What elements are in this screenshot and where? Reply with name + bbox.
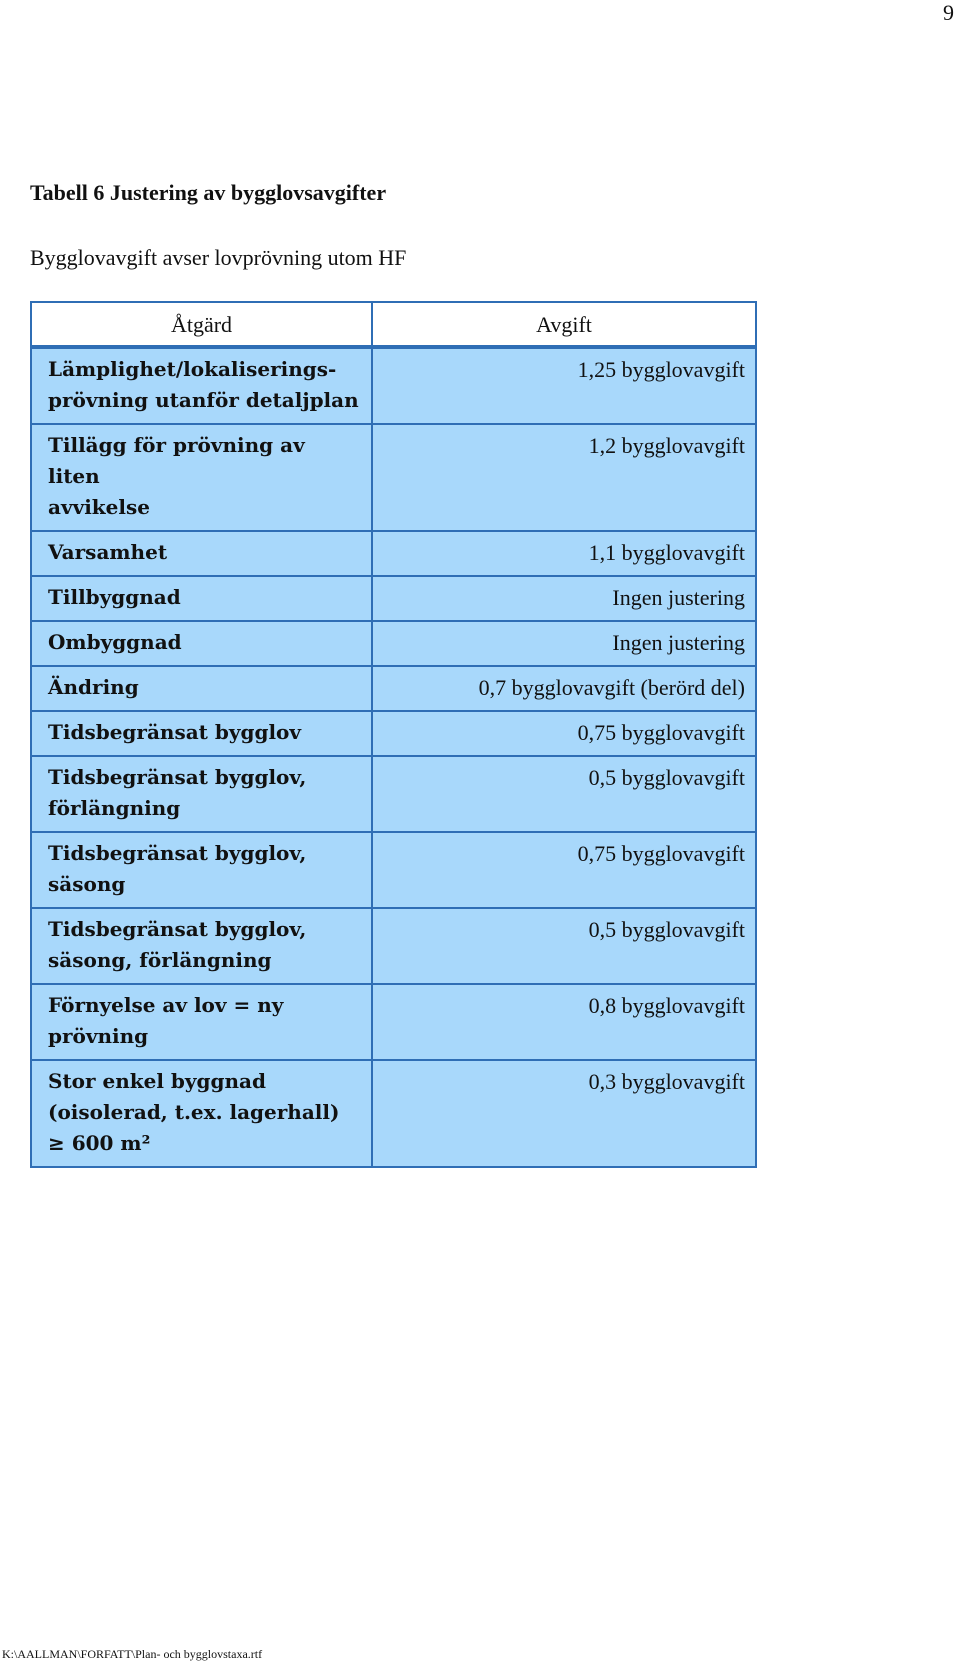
- fee-cell: 0,5 bygglovavgift: [372, 756, 756, 832]
- action-cell: Lämplighet/lokaliserings- prövning utanför detaljplan: [31, 347, 372, 424]
- fee-cell: 1,25 bygglovavgift: [372, 347, 756, 424]
- table-header-row: [31, 302, 756, 347]
- fee-cell: 0,7 bygglovavgift (berörd del): [372, 666, 756, 711]
- action-cell: Stor enkel byggnad (oisolerad, t.ex. lagerhall) ≥ 600 m²: [31, 1060, 372, 1167]
- fee-cell: Ingen justering: [372, 621, 756, 666]
- action-cell: Tidsbegränsat bygglov, förlängning: [31, 756, 372, 832]
- action-cell: Tidsbegränsat bygglov, säsong, förlängning: [31, 908, 372, 984]
- table-row: [31, 756, 756, 832]
- fee-cell: 0,75 bygglovavgift: [372, 711, 756, 756]
- fee-cell: 0,8 bygglovavgift: [372, 984, 756, 1060]
- fee-cell: 0,75 bygglovavgift: [372, 832, 756, 908]
- table-row: [31, 576, 756, 621]
- action-cell: Ombyggnad: [31, 621, 372, 666]
- table-row: [31, 908, 756, 984]
- fee-cell: 0,5 bygglovavgift: [372, 908, 756, 984]
- table-row: [31, 832, 756, 908]
- fee-cell: Ingen justering: [372, 576, 756, 621]
- table-row: [31, 984, 756, 1060]
- header-action: Åtgärd: [31, 302, 372, 347]
- table-row: [31, 531, 756, 576]
- table-row: [31, 621, 756, 666]
- table-body: [31, 347, 756, 1167]
- header-fee: Avgift: [372, 302, 756, 347]
- fee-cell: 1,1 bygglovavgift: [372, 531, 756, 576]
- action-cell: Tillägg för prövning av liten avvikelse: [31, 424, 372, 531]
- footer-file-path: K:\AALLMAN\FORFATT\Plan- och bygglovstaxa.rtf: [2, 1647, 263, 1661]
- table-row: [31, 424, 756, 531]
- action-cell: Tidsbegränsat bygglov: [31, 711, 372, 756]
- fee-adjustment-table: [30, 301, 757, 1168]
- fee-cell: 0,3 bygglovavgift: [372, 1060, 756, 1167]
- fee-cell: 1,2 bygglovavgift: [372, 424, 756, 531]
- table-title: Tabell 6 Justering av bygglovsavgifter: [30, 180, 387, 205]
- action-cell: Varsamhet: [31, 531, 372, 576]
- table-row: [31, 347, 756, 424]
- table-row: [31, 1060, 756, 1167]
- table-row: [31, 666, 756, 711]
- action-cell: Ändring: [31, 666, 372, 711]
- action-cell: Förnyelse av lov = ny prövning: [31, 984, 372, 1060]
- action-cell: Tidsbegränsat bygglov, säsong: [31, 832, 372, 908]
- table-row: [31, 711, 756, 756]
- action-cell: Tillbyggnad: [31, 576, 372, 621]
- page-number: 9: [943, 0, 954, 25]
- intro-text: Bygglovavgift avser lovprövning utom HF: [30, 245, 407, 270]
